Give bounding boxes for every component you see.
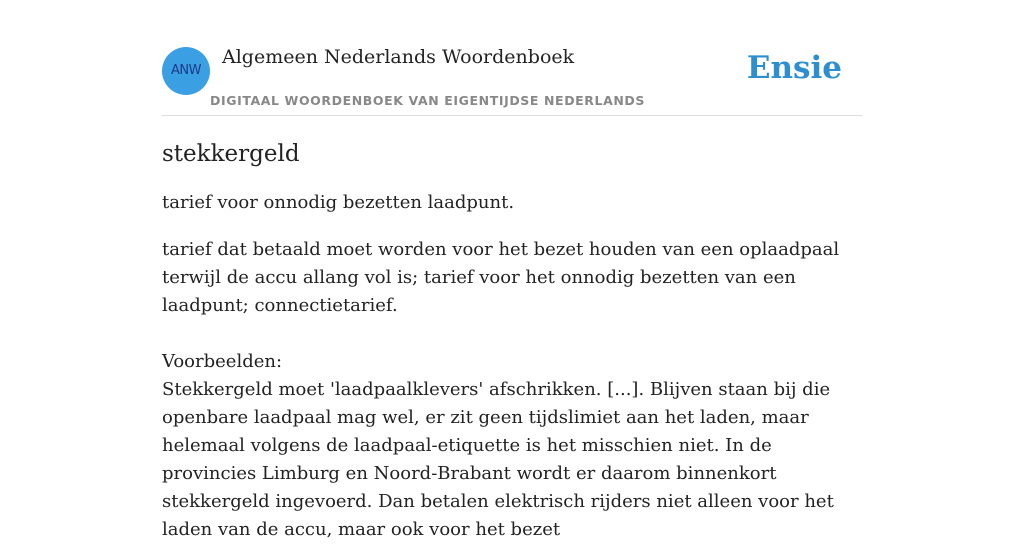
long-definition: tarief dat betaald moet worden voor het bezet houden van een oplaadpaal terwijl de accu allang vol is; tarief voor het onnodig bezetten van een laadpunt; connectietarief. xyxy=(162,239,840,316)
ensie-brand-link[interactable]: Ensie xyxy=(746,50,842,86)
site-header xyxy=(162,40,862,116)
dictionary-subtitle: DIGITAAL WOORDENBOEK VAN EIGENTIJDSE NEDERLANDS xyxy=(210,93,646,108)
example-text: Stekkergeld moet 'laadpaalklevers' afschrikken. [...]. Blijven staan bij die openbare laadpaal mag wel, er zit geen tijdslimiet aan het laden, maar helemaal volgens de laadpaal-etiquette is het misschien niet. In de provincies Limburg en Noord-Brabant wordt er daarom binnenkort stekkergeld ingevoerd. Dan betalen elektrisch rijders niet alleen voor het laden van de accu, maar ook voor het bezet xyxy=(162,379,834,540)
headword: stekkergeld xyxy=(162,141,300,167)
anw-logo[interactable]: ANW xyxy=(162,47,210,95)
dictionary-title[interactable]: Algemeen Nederlands Woordenboek xyxy=(222,46,575,68)
examples-label: Voorbeelden: xyxy=(162,351,283,372)
entry-content xyxy=(162,138,862,544)
short-definition: tarief voor onnodig bezetten laadpunt. xyxy=(162,192,515,213)
